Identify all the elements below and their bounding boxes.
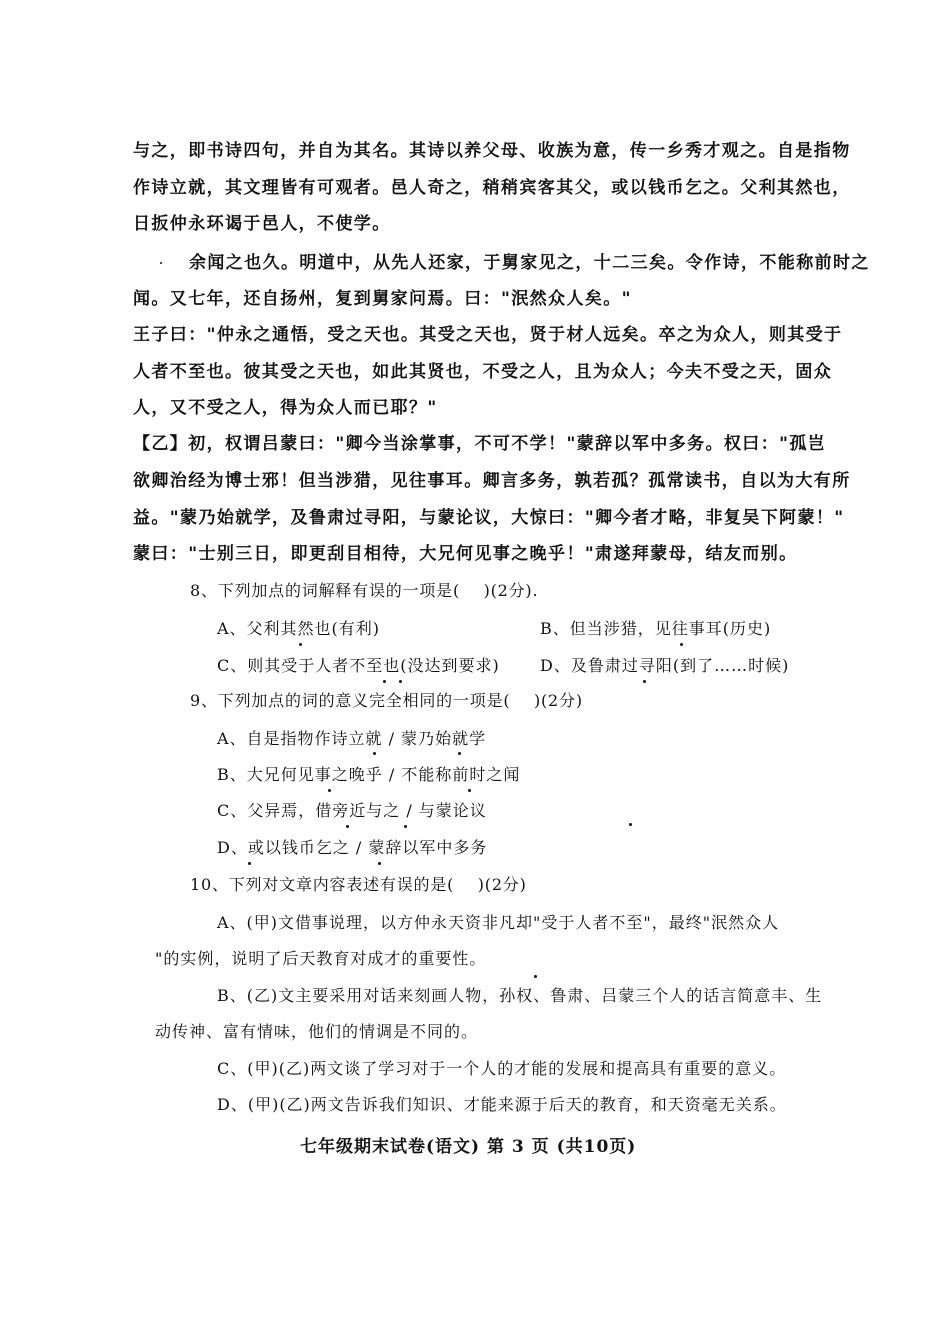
option-a: A、父利其然也(有利) [217, 619, 381, 638]
passage-line: 益。"蒙乃始就学，及鲁肃过寻阳，与蒙论议，大惊曰："卿今者才略，非复吴下阿蒙！" [133, 508, 845, 528]
scan-speck [160, 262, 162, 264]
emphasis-dot [468, 789, 471, 792]
passage-line: 余闻之也久。明道中，从先人还家，于舅家见之，十二三矣。令作诗，不能称前时之 [189, 253, 870, 273]
option-d: D、(甲)(乙)两文告诉我们知识、才能来源于后天的教育，和天资毫无关系。 [217, 1095, 787, 1114]
option-c: C、则其受于人者不至也(没达到要求) [217, 656, 500, 675]
passage-line: 闻。又七年，还自扬州，复到舅家问焉。曰："泯然众人矣。" [133, 289, 632, 309]
passage-line: 欲卿治经为博士邪！但当涉猎，见往事耳。卿言多务，孰若孤？孤常读书，自以为大有所 [133, 471, 851, 491]
option-a-continued: "的实例，说明了后天教育对成才的重要性。 [155, 949, 487, 968]
option-b: B、大兄何见事之晚乎 / 不能称前时之闻 [217, 765, 521, 784]
emphasis-dot [383, 680, 386, 683]
option-b-continued: 动传神、富有情味，他们的情调是不同的。 [155, 1022, 479, 1041]
passage-line: 王子曰："仲永之通悟，受之天也。其受之天也，贤于材人远矣。卒之为众人，则其受于 [133, 325, 843, 345]
emphasis-dot [629, 823, 632, 826]
option-c: C、(甲)(乙)两文谈了学习对于一个人的才能的发展和提高具有重要的意义。 [217, 1059, 787, 1078]
passage-line: 日扳仲永环谒于邑人，不使学。 [133, 214, 391, 234]
option-d: D、或以钱币乞之 / 蒙辞以军中多务 [217, 838, 488, 857]
passage-line: 与之，即书诗四句，并自为其名。其诗以养父母、收族为意，传一乡秀才观之。自是指物 [133, 141, 851, 161]
emphasis-dot [248, 862, 251, 865]
emphasis-dot [346, 825, 349, 828]
emphasis-dot [680, 643, 683, 646]
passage-line: 人者不至也。彼其受之天也，如此其贤也，不受之人，且为众人；今夫不受之天，固众 [133, 362, 833, 382]
question-stem: 8、下列加点的词解释有误的一项是( )(2分). [190, 581, 539, 600]
page-footer: 七年级期末试卷(语文) 第 3 页 (共10页) [300, 1137, 637, 1157]
option-b: B、但当涉猎，见往事耳(历史) [540, 619, 772, 638]
option-a: A、(甲)文借事说理，以方仲永天资非凡却"受于人者不至"，最终"泯然众人 [217, 913, 780, 932]
emphasis-dot [328, 789, 331, 792]
passage-line: 蒙曰："士别三日，即更刮目相待，大兄何见事之晚乎！"肃遂拜蒙母，结友而别。 [133, 544, 798, 564]
passage-line: 作诗立就，其文理皆有可观者。邑人奇之，稍稍宾客其父，或以钱币乞之。父利其然也， [133, 178, 851, 198]
emphasis-dot [404, 825, 407, 828]
question-stem: 10、下列对文章内容表述有误的是( )(2分) [190, 875, 527, 894]
option-d: D、及鲁肃过寻阳(到了……时候) [540, 656, 790, 675]
question-stem: 9、下列加点的词的意义完全相同的一项是( )(2分) [190, 691, 583, 710]
option-a: A、自是指物作诗立就 / 蒙乃始就学 [217, 729, 487, 748]
emphasis-dot [299, 643, 302, 646]
emphasis-dot [373, 752, 376, 755]
emphasis-dot [399, 680, 402, 683]
emphasis-dot [643, 680, 646, 683]
emphasis-dot [458, 752, 461, 755]
passage-line: 人，又不受之人，得为众人而已耶？" [133, 398, 438, 418]
emphasis-dot [378, 862, 381, 865]
option-c: C、父异焉，借旁近与之 / 与蒙论议 [217, 801, 487, 820]
emphasis-dot [534, 975, 537, 978]
option-b: B、(乙)文主要采用对话来刻画人物，孙权、鲁肃、吕蒙三个人的话言简意丰、生 [217, 986, 823, 1005]
passage-line: 【乙】初，权谓吕蒙曰："卿今当涂掌事，不可不学！"蒙辞以军中多务。权曰："孤岂 [133, 434, 827, 454]
